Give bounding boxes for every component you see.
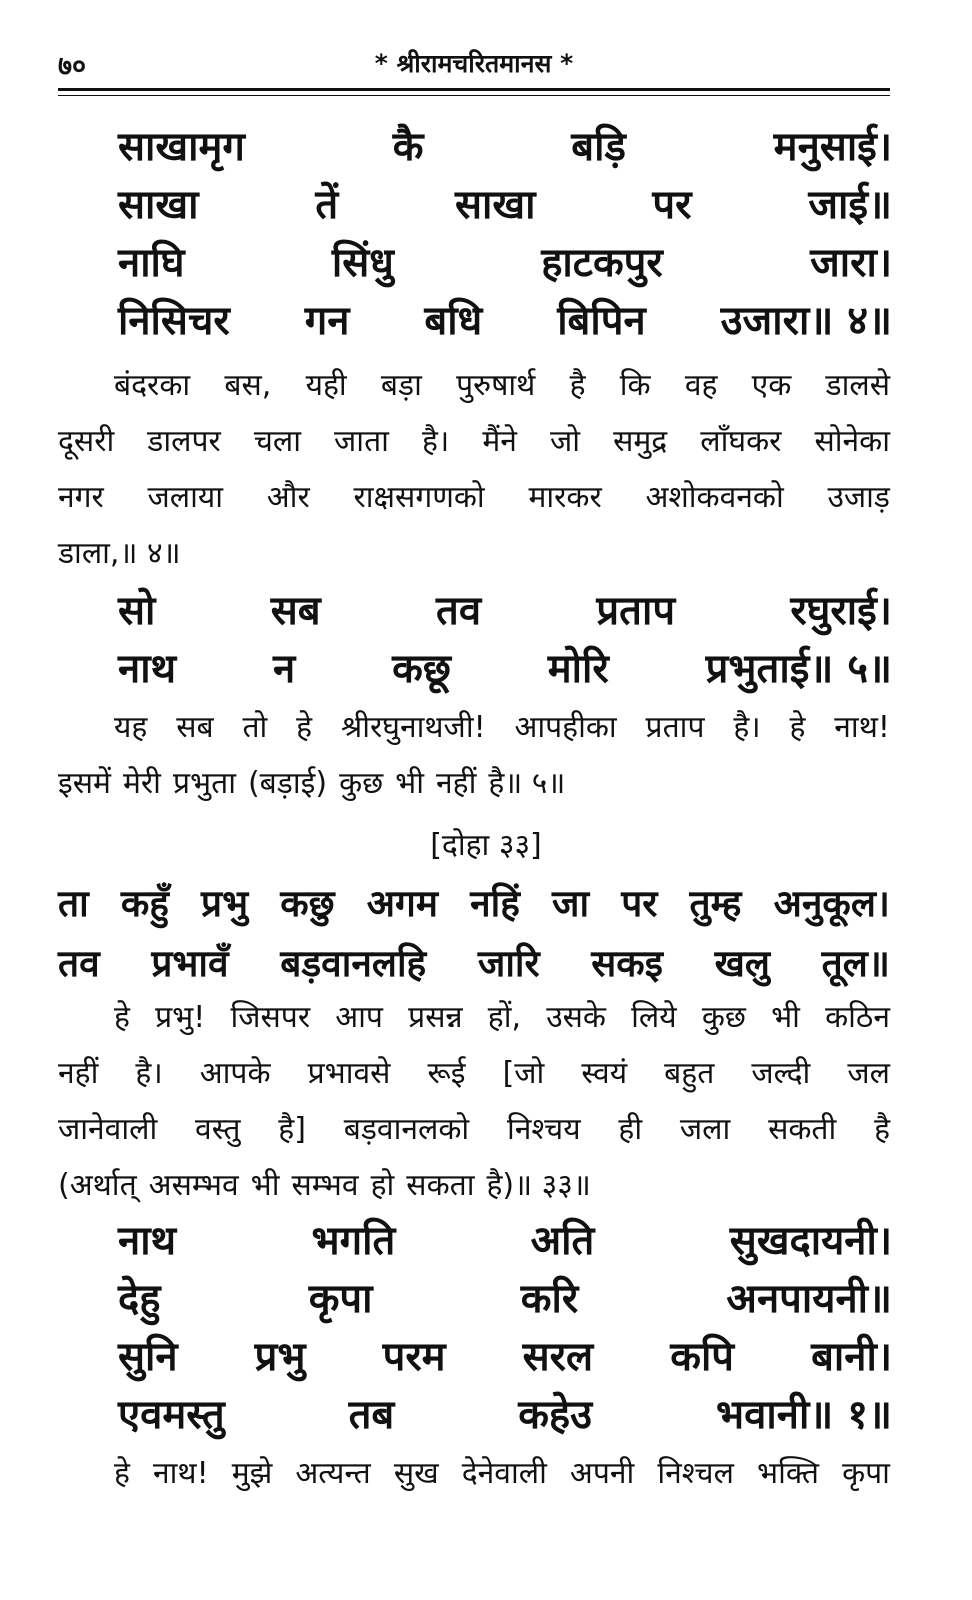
word: सब [176,710,214,745]
word: भक्ति [756,1456,820,1491]
word: निसिचर [118,298,230,344]
word: रूई [427,1056,466,1091]
word: कि [619,368,651,403]
word: बड़वानलको [343,1112,470,1147]
word: बहुत [664,1056,715,1091]
word: पर [652,182,692,228]
word: डालसे [825,368,890,403]
word: (अर्थात् [58,1168,137,1203]
chaupai-5-line [118,582,892,640]
word: साखा [455,182,536,228]
word: कै [392,124,424,170]
word: है॥ ५॥ [488,766,566,801]
word: नहीं [58,1056,99,1091]
word: जलाया [147,480,224,515]
word: हाटकपुर [541,240,663,286]
prose-33-line [58,990,890,1046]
prose-4-line [58,414,890,470]
word: सुखदायनी। [729,1218,892,1264]
chaupai-1-line [118,1328,892,1386]
word: जिसपर [230,1000,311,1035]
word: डालपर [147,424,221,459]
doha-title: [दोहा ३३] [430,828,542,863]
prose-4-line [58,358,890,414]
word: बड़ा [380,368,422,403]
word: कुछ [701,1000,746,1035]
word: कहुँ [120,882,169,925]
prose-translation-1 [58,1446,890,1502]
word: बंदरका [114,368,191,403]
chaupai-verse-1 [118,1212,892,1444]
header-rule-thin [58,95,890,96]
word: कृपा [308,1276,373,1322]
word: एक [751,368,792,403]
chaupai-1-line [118,1212,892,1270]
word: अगम [366,882,438,925]
prose-4-line [58,470,890,526]
word: तो [242,710,268,745]
word: आप [335,1000,383,1035]
word: अनुकूल। [773,882,890,925]
word: नाथ! [153,1456,209,1491]
word: मैंने [482,424,517,459]
word: तव [58,942,100,985]
word: हे [789,710,806,745]
chaupai-4-line [118,118,892,176]
word: साखामृग [118,124,245,170]
word: इसमें [58,766,111,801]
word: चला [253,424,301,459]
word: वस्तु [195,1112,241,1147]
running-title: * श्रीरामचरितमानस * [374,49,574,78]
word: भवानी॥ १॥ [716,1392,892,1438]
word: जारा। [810,240,892,286]
word: और [266,480,310,515]
word: अति [530,1218,595,1264]
word: अत्यन्त [295,1456,371,1491]
word: बड़ि [571,124,626,170]
word: जानेवाली [58,1112,158,1147]
header-rule-thick [58,88,890,91]
word: जल [847,1056,890,1091]
word: ही [618,1112,643,1147]
word: सुख [393,1456,439,1491]
word: तुम्ह [689,882,742,925]
word: देहु [118,1276,161,1322]
word: सोनेका [814,424,890,459]
word: नाथ [118,646,177,692]
word: तब [348,1392,395,1438]
word: बड़वानलहि [280,942,427,985]
word: उजाड़ [827,480,890,515]
word: लाँघकर [700,424,782,459]
word: हो [370,1168,395,1203]
prose-translation-5 [58,700,890,812]
word: लिये [631,1000,677,1035]
prose-33-line [58,1102,890,1158]
word: भगति [311,1218,396,1264]
prose-5-line [58,756,890,812]
chaupai-4-line [118,234,892,292]
word: पर [621,882,658,925]
word: जल्दी [751,1056,811,1091]
word: निश्चल [657,1456,734,1491]
word: है। [135,1056,163,1091]
word: नाघि [118,240,185,286]
word: सरल [522,1334,594,1380]
word: प्रभु [254,1334,306,1380]
word: वह [684,368,718,403]
chaupai-1-line [118,1386,892,1444]
word: हे [296,710,313,745]
word: भी [771,1000,800,1035]
word: परम [382,1334,446,1380]
word: मारकर [528,480,602,515]
word: सो [118,588,156,634]
word: करि [520,1276,579,1322]
word: कछू [392,646,451,692]
word: जला [679,1112,731,1147]
word: तव [436,588,482,634]
word: आपहीका [514,710,617,745]
word: ता [58,882,89,925]
word: एवमस्तु [118,1392,225,1438]
chaupai-4-line [118,292,892,350]
word: समुद्र [613,424,668,459]
prose-33-line [58,1158,890,1214]
word: रघुराई। [790,588,892,634]
word: आपके [199,1056,271,1091]
word: सकइ [591,942,663,985]
word: नहीं [436,766,477,801]
word: खलु [714,942,770,985]
word: भी [250,1168,280,1203]
word: है)॥ ३३॥ [486,1168,591,1203]
doha-33-line [58,874,890,934]
word: कठिन [825,1000,890,1035]
word: प्रताप [596,588,676,634]
page-number: ७० [58,51,87,82]
word: सब [270,588,321,634]
word: हों, [487,1000,522,1035]
word: तूल॥ [821,942,890,985]
word: राक्षसगणको [353,480,485,515]
word: मनुसाई। [773,124,892,170]
page-header [58,40,890,92]
word: तें [315,182,339,228]
word: उसके [546,1000,606,1035]
word: निश्चय [506,1112,581,1147]
word: प्रताप [645,710,705,745]
word: हे [114,1000,130,1035]
word: मेरी [122,766,161,801]
word: जा [552,882,590,925]
word: सकता [406,1168,475,1203]
word: अपनी [569,1456,635,1491]
prose-4-line [58,526,890,582]
word: यह [114,710,148,745]
word: नाथ [118,1218,177,1264]
word: कहेउ [518,1392,593,1438]
word: जारि [477,942,540,985]
word: असम्भव [148,1168,239,1203]
word: (बड़ाई) [247,766,328,801]
word: बिपिन [557,298,646,344]
word: नाथ! [834,710,890,745]
word: कपि [670,1334,735,1380]
word: प्रभु! [155,1000,206,1035]
word: पुरुषार्थ [456,368,536,403]
word: कृपा [842,1456,890,1491]
word: प्रभावसे [307,1056,391,1091]
word: मोरि [547,646,609,692]
prose-translation-4 [58,358,890,582]
word: [जो [502,1056,545,1091]
word: है [874,1112,890,1147]
word: प्रभावँ [151,942,229,985]
prose-33-line [58,1046,890,1102]
word: प्रभुताई॥ ५॥ [705,646,892,692]
word: प्रभु [201,882,249,925]
word: हे [114,1456,130,1491]
prose-translation-33 [58,990,890,1214]
chaupai-1-line [118,1270,892,1328]
word: साखा [118,182,199,228]
word: है] [278,1112,306,1147]
word: स्वयं [581,1056,628,1091]
word: प्रसन्न [408,1000,463,1035]
word: उजारा॥ ४॥ [720,298,892,344]
doha-33-line [58,934,890,994]
word: बानी। [811,1334,892,1380]
word: दूसरी [58,424,115,459]
word: सम्भव [291,1168,359,1203]
word: नगर [58,480,104,515]
word: है। [733,710,761,745]
chaupai-5-line [118,640,892,698]
word: डाला,॥ ४॥ [58,536,181,571]
word: गन [304,298,350,344]
word: सिंधु [331,240,394,286]
word: नहिं [470,882,520,925]
word: श्रीरघुनाथजी! [340,710,486,745]
word: कुछ [339,766,384,801]
word: प्रभुता [172,766,236,801]
doha-verse-33 [58,874,890,994]
word: भी [395,766,425,801]
word: जाई॥ [808,182,892,228]
word: अशोकवनको [645,480,784,515]
chaupai-verse-4 [118,118,892,350]
prose-5-line [58,700,890,756]
word: है। [422,424,450,459]
word: यही [305,368,347,403]
word: बधि [424,298,483,344]
word: देनेवाली [461,1456,547,1491]
word: अनपायनी॥ [726,1276,892,1322]
word: बस, [224,368,272,403]
word: जाता [334,424,389,459]
word: जो [550,424,581,459]
word: सकती [768,1112,837,1147]
word: कछु [280,882,335,925]
chaupai-4-line [118,176,892,234]
word: मुझे [231,1456,273,1491]
chaupai-verse-5 [118,582,892,698]
word: है [569,368,586,403]
prose-1-line [58,1446,890,1502]
word: सुनि [118,1334,178,1380]
word: न [273,646,296,692]
